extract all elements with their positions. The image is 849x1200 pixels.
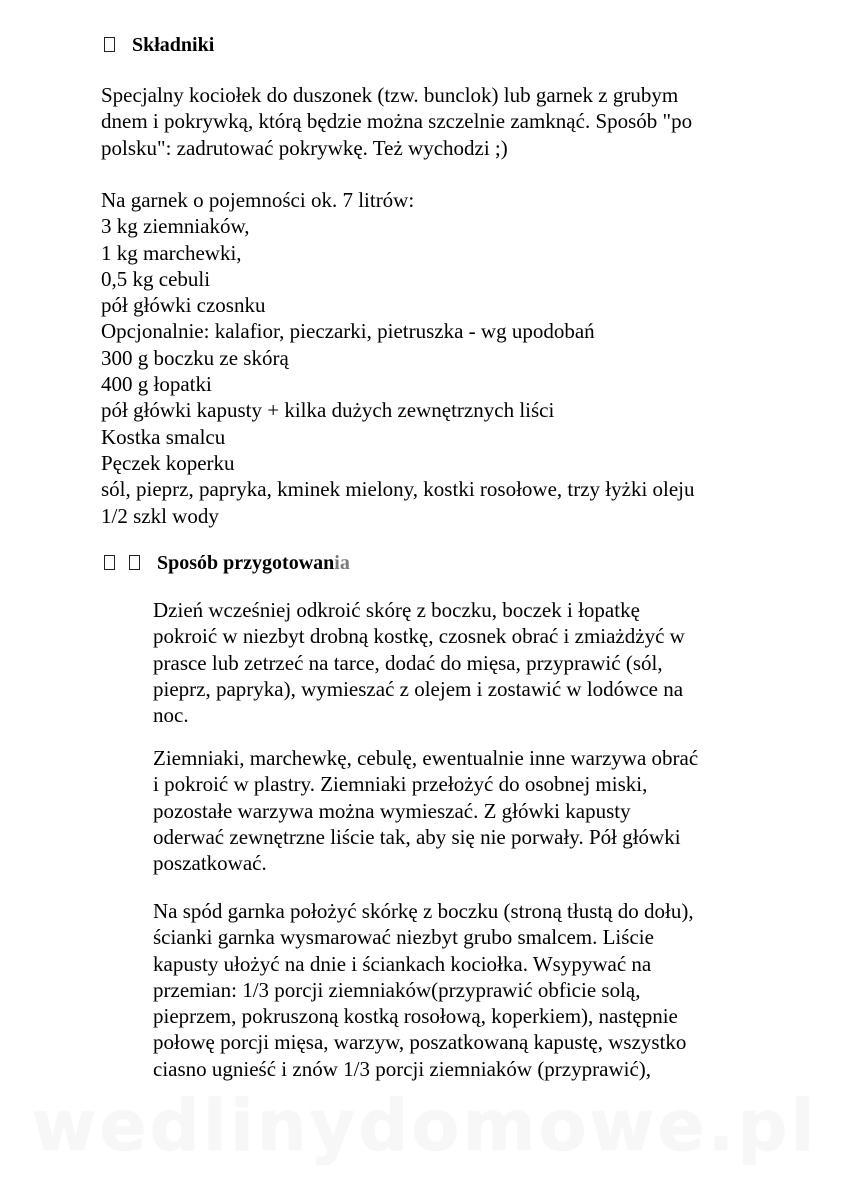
ingredients-heading [104, 33, 214, 57]
text-line: kapusty ułożyć na dnie i ściankach kociołka. Wsypywać na [153, 951, 652, 976]
ingredient-line: 400 g łopatki [101, 372, 212, 397]
text-line: i pokroić w plastry. Ziemniaki przełożyć do osobnej miski, [153, 772, 648, 797]
text-line: Ziemniaki, marchewkę, cebulę, ewentualnie inne warzywa obrać [153, 746, 699, 770]
empty-box-icon [104, 555, 115, 570]
method-paragraph-1 [153, 597, 685, 728]
text-line: połowę porcji mięsa, warzyw, poszatkowaną kapustę, wszystko [153, 1030, 687, 1055]
text-line: pieprzem, pokruszoną kostką rosołową, koperkiem), następnie [153, 1004, 678, 1029]
text-line: ścianki garnka wysmarować niezbyt grubo smalcem. Liście [153, 925, 654, 950]
text-line: prasce lub zetrzeć na tarce, dodać do mięsa, przyprawić (sól, [153, 650, 663, 675]
text-line: noc. [153, 703, 189, 728]
method-paragraph-3 [153, 898, 694, 1082]
text-line: ciasno ugnieść i znów 1/3 porcji ziemniaków (przyprawić), [153, 1056, 652, 1081]
ingredient-line: 1/2 szkl wody [101, 503, 219, 528]
equipment-paragraph [101, 82, 692, 161]
empty-box-icon [129, 555, 140, 570]
text-line: oderwać zewnętrzne liście tak, aby się nie porwały. Pół główki [153, 824, 681, 849]
ingredients-list [101, 187, 695, 529]
ingredient-line: Na garnek o pojemności ok. 7 litrów: [101, 188, 415, 212]
ingredient-line: 3 kg ziemniaków, [101, 214, 250, 239]
ingredient-line: 300 g boczku ze skórą [101, 345, 289, 370]
text-line: Na spód garnka położyć skórkę z boczku (stroną tłustą do dołu), [153, 899, 694, 923]
text-line: pieprz, papryka), wymieszać z olejem i zostawić w lodówce na [153, 676, 684, 701]
text-line: Specjalny kociołek do duszonek (tzw. bunclok) lub garnek z grubym [101, 83, 679, 107]
ingredient-line: sól, pieprz, papryka, kminek mielony, kostki rosołowe, trzy łyżki oleju [101, 477, 695, 502]
text-line: pozostałe warzywa można wymieszać. Z główki kapusty [153, 798, 631, 823]
watermark: wedlinydomowe.pl [31, 1085, 818, 1167]
empty-box-icon [104, 37, 115, 52]
ingredient-line: Opcjonalnie: kalafior, pieczarki, pietruszka - wg upodobań [101, 319, 595, 344]
text-line: polsku": zadrutować pokrywkę. Też wychodzi ;) [101, 135, 508, 160]
text-line: Dzień wcześniej odkroić skórę z boczku, boczek i łopatkę [153, 598, 640, 622]
ingredient-line: pół główki kapusty + kilka dużych zewnętrznych liści [101, 398, 555, 423]
ingredient-line: pół główki czosnku [101, 293, 266, 318]
method-paragraph-2 [153, 745, 698, 876]
method-heading-text-faded: ia [334, 552, 350, 574]
ingredient-line: Pęczek koperku [101, 450, 235, 475]
text-line: przemian: 1/3 porcji ziemniaków(przyprawić obficie solą, [153, 977, 641, 1002]
text-line: dnem i pokrywką, którą będzie można szczelnie zamknąć. Sposób "po [101, 109, 693, 134]
method-heading [104, 551, 350, 575]
ingredient-line: Kostka smalcu [101, 424, 226, 449]
text-line: poszatkować. [153, 851, 267, 876]
method-heading-text: Sposób przygotowan [157, 552, 335, 574]
text-line: pokroić w niezbyt drobną kostkę, czosnek obrać i zmiażdżyć w [153, 624, 685, 649]
ingredient-line: 0,5 kg cebuli [101, 266, 211, 291]
ingredients-heading-text: Składniki [132, 34, 215, 56]
ingredient-line: 1 kg marchewki, [101, 240, 242, 265]
